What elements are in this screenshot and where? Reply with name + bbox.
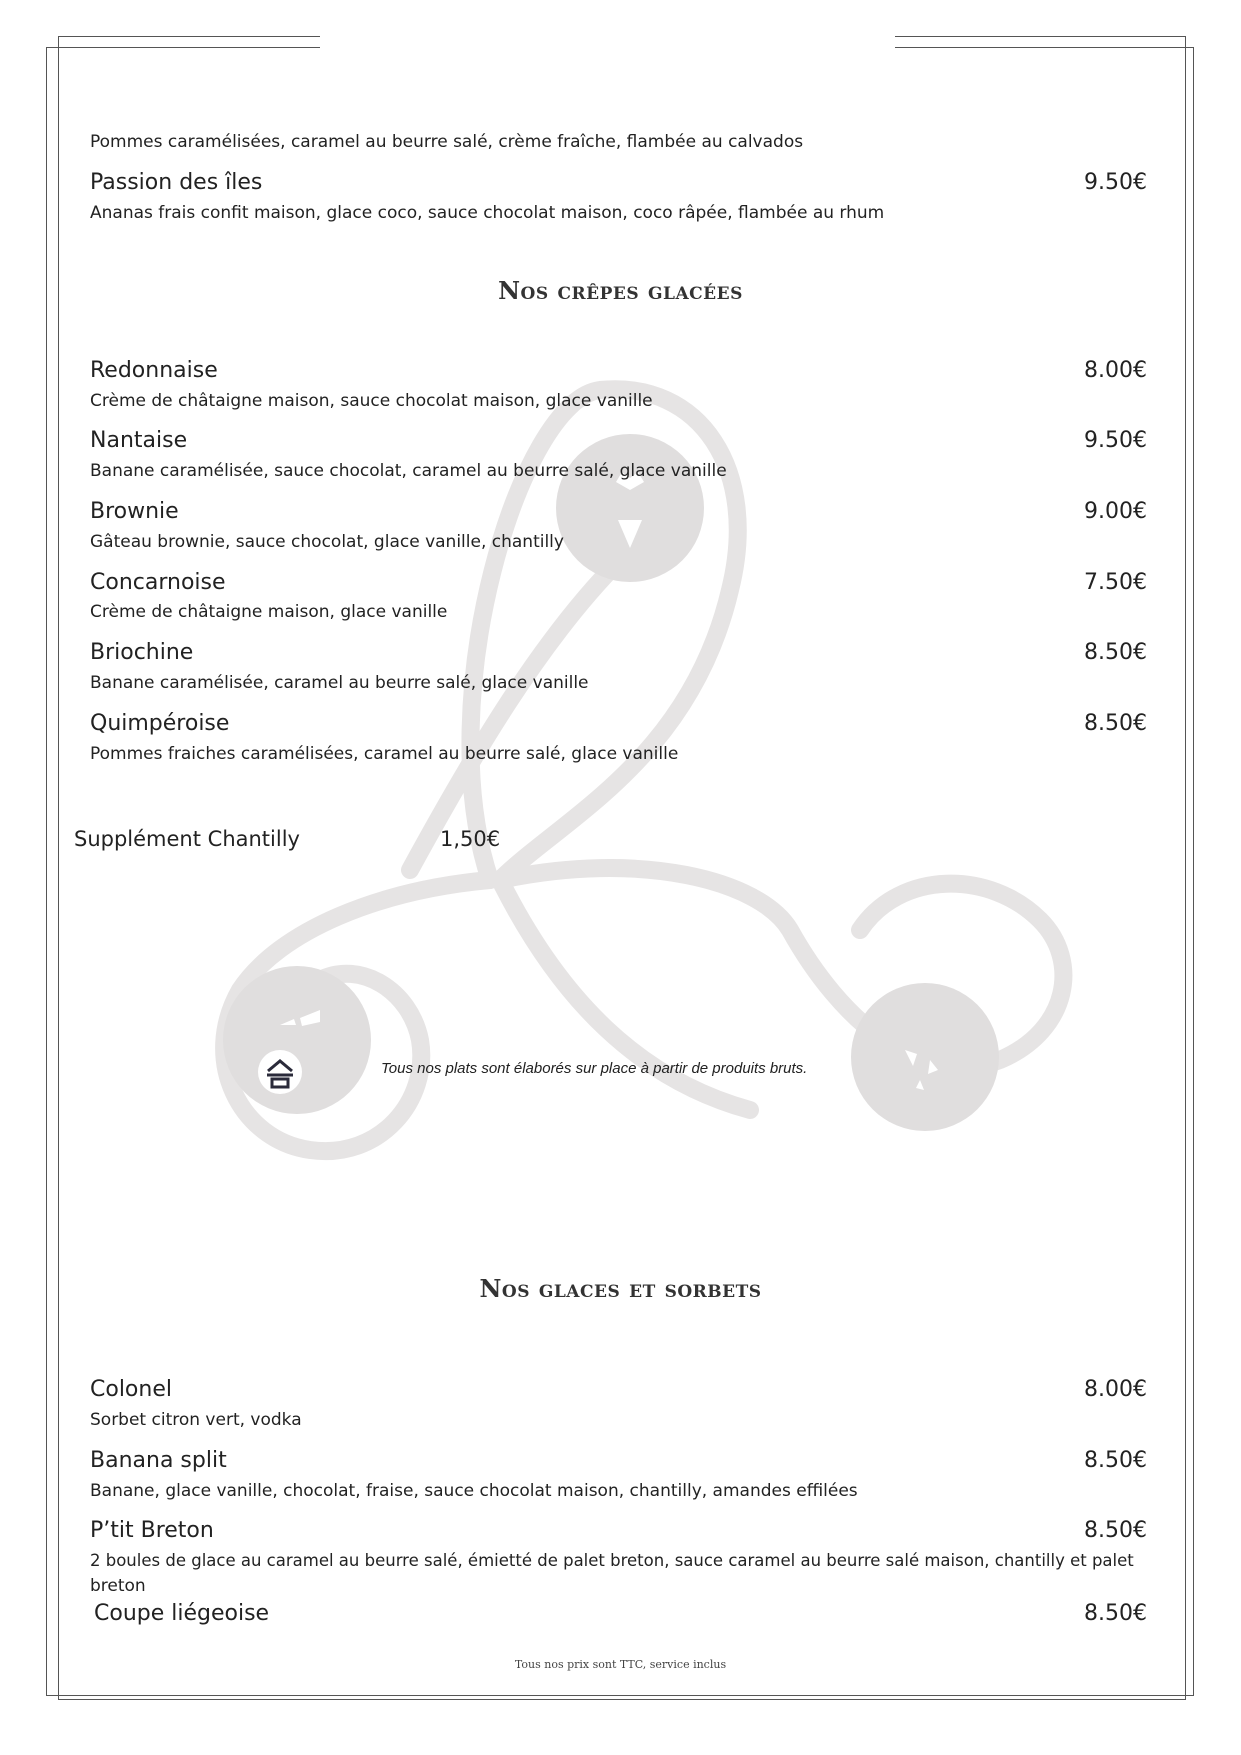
item-price-concarnoise: 7.50€ — [1084, 570, 1147, 595]
item-price-briochine: 8.50€ — [1084, 640, 1147, 665]
item-price-banana-split: 8.50€ — [1084, 1448, 1147, 1473]
item-name-banana-split: Banana split — [90, 1448, 227, 1473]
item-price-redonnaise: 8.00€ — [1084, 358, 1147, 383]
item-price-colonel: 8.00€ — [1084, 1377, 1147, 1402]
frame-top-gap — [320, 30, 895, 52]
item-name-nantaise: Nantaise — [90, 428, 188, 453]
supplement-label: Supplément Chantilly — [74, 827, 300, 851]
item-desc-briochine: Banane caramélisée, caramel au beurre salé, glace vanille — [90, 673, 589, 693]
item-name-quimperoise: Quimpéroise — [90, 711, 230, 736]
footer-note: Tous nos prix sont TTC, service inclus — [514, 1658, 727, 1671]
item-desc-ptit-breton-line2: breton — [90, 1576, 146, 1596]
fait-maison-logo — [258, 1050, 302, 1094]
item-desc-redonnaise: Crème de châtaigne maison, sauce chocolat maison, glace vanille — [90, 391, 653, 411]
item-desc-banana-split: Banane, glace vanille, chocolat, fraise, sauce chocolat maison, chantilly, amandes effilées — [90, 1481, 858, 1501]
item-desc-concarnoise: Crème de châtaigne maison, glace vanille — [90, 602, 448, 622]
section-title-crepes-glacees: Nos crêpes glacées — [498, 276, 743, 305]
item-price-quimperoise: 8.50€ — [1084, 711, 1147, 736]
homemade-note: Tous nos plats sont élaborés sur place à partir de produits bruts. — [381, 1060, 808, 1077]
item-desc-brownie: Gâteau brownie, sauce chocolat, glace vanille, chantilly — [90, 532, 564, 552]
item-name-passion-des-iles: Passion des îles — [90, 170, 263, 195]
intro-description: Pommes caramélisées, caramel au beurre salé, crème fraîche, flambée au calvados — [90, 132, 804, 152]
supplement-price: 1,50€ — [440, 827, 501, 851]
item-name-redonnaise: Redonnaise — [90, 358, 218, 383]
item-price-nantaise: 9.50€ — [1084, 428, 1147, 453]
item-price-brownie: 9.00€ — [1084, 499, 1147, 524]
item-name-ptit-breton: P’tit Breton — [90, 1518, 214, 1543]
item-price-passion-des-iles: 9.50€ — [1084, 170, 1147, 195]
item-desc-ptit-breton: 2 boules de glace au caramel au beurre salé, émietté de palet breton, sauce caramel au beurre salé maison, chantilly et palet — [90, 1551, 1134, 1570]
item-price-coupe-liegeoise: 8.50€ — [1084, 1601, 1147, 1626]
item-name-concarnoise: Concarnoise — [90, 570, 226, 595]
item-desc-nantaise: Banane caramélisée, sauce chocolat, caramel au beurre salé, glace vanille — [90, 461, 727, 481]
item-name-colonel: Colonel — [90, 1377, 172, 1402]
item-desc-colonel: Sorbet citron vert, vodka — [90, 1410, 302, 1430]
item-desc-quimperoise: Pommes fraiches caramélisées, caramel au beurre salé, glace vanille — [90, 744, 679, 764]
item-desc-passion-des-iles: Ananas frais confit maison, glace coco, sauce chocolat maison, coco râpée, flambée au rhum — [90, 203, 885, 223]
item-price-ptit-breton: 8.50€ — [1084, 1518, 1147, 1543]
item-name-brownie: Brownie — [90, 499, 179, 524]
section-title-glaces-sorbets: Nos glaces et sorbets — [479, 1274, 762, 1303]
item-name-briochine: Briochine — [90, 640, 194, 665]
item-name-coupe-liegeoise: Coupe liégeoise — [94, 1601, 270, 1626]
